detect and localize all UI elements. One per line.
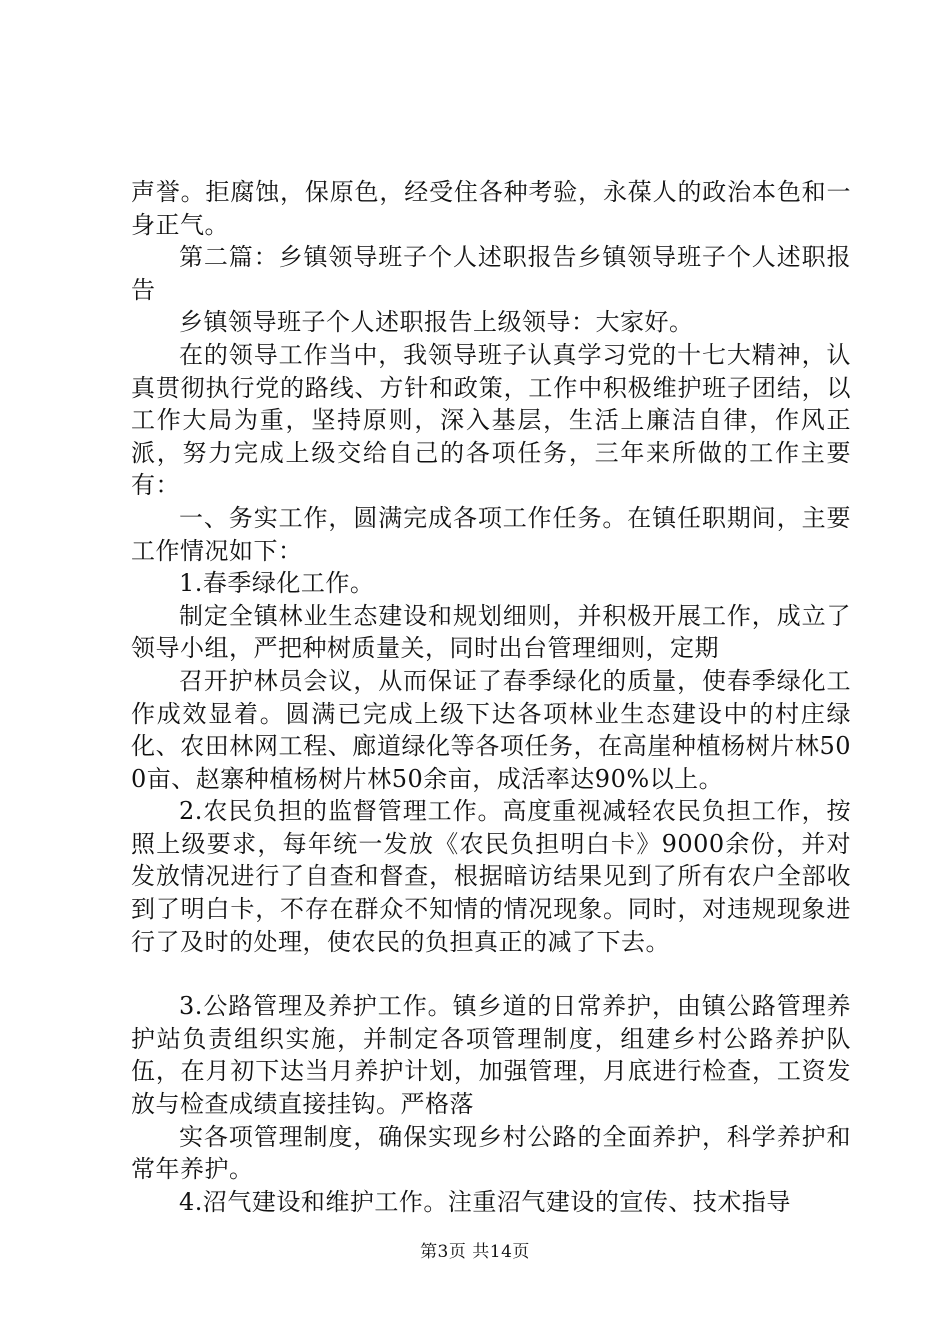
paragraph: 在的领导工作当中，我领导班子认真学习党的十七大精神，认真贯彻执行党的路线、方针和政策，工作中积极维护班子团结，以工作大局为重，坚持原则，深入基层，生活上廉洁自律，作风正派，努力完成上级交给自己的各项任务，三年来所做的工作主要有： — [131, 340, 851, 500]
paragraph: 4.沼气建设和维护工作。注重沼气建设的宣传、技术指导 — [179, 1187, 791, 1216]
salutation-paragraph: 乡镇领导班子个人述职报告上级领导：大家好。 — [179, 308, 694, 337]
paragraph: 2.农民负担的监督管理工作。高度重视减轻农民负担工作，按照上级要求，每年统一发放《农民负担明白卡》9000余份，并对发放情况进行了自查和督查，根据暗访结果见到了所有农户全部收到了明白卡，不存在群众不知情的情况现象。同时，对违规现象进行了及时的处理，使农民的负担真正的减了下去。 — [131, 797, 851, 956]
paragraph-spacer — [131, 958, 851, 990]
page-number-footer: 第3页 共14页 — [420, 1242, 530, 1262]
paragraph: 制定全镇林业生态建设和规划细则，并积极开展工作，成立了领导小组，严把种树质量关，同时出台管理细则，定期 — [131, 601, 851, 663]
paragraph: 一、务实工作，圆满完成各项工作任务。在镇任职期间，主要工作情况如下： — [131, 503, 851, 565]
document-body — [131, 176, 851, 1218]
paragraph: 实各项管理制度，确保实现乡村公路的全面养护，科学养护和常年养护。 — [131, 1122, 851, 1184]
paragraph: 召开护林员会议，从而保证了春季绿化的质量，使春季绿化工作成效显着。圆满已完成上级下达各项林业生态建设中的村庄绿化、农田林网工程、廊道绿化等各项任务，在高崖种植杨树片林500亩、赵寨种植杨树片林50余亩，成活率达90%以上。 — [131, 666, 851, 793]
paragraph: 3.公路管理及养护工作。镇乡道的日常养护，由镇公路管理养护站负责组织实施，并制定各项管理制度，组建乡村公路养护队伍，在月初下达当月养护计划，加强管理，月底进行检查，工资发放与检查成绩直接挂钩。严格落 — [131, 992, 851, 1119]
paragraph: 声誉。拒腐蚀，保原色，经受住各种考验，永葆人的政治本色和一身正气。 — [131, 178, 851, 239]
list-item-heading: 1.春季绿化工作。 — [179, 569, 375, 598]
section-heading: 第二篇：乡镇领导班子个人述职报告乡镇领导班子个人述职报告 — [131, 243, 851, 304]
